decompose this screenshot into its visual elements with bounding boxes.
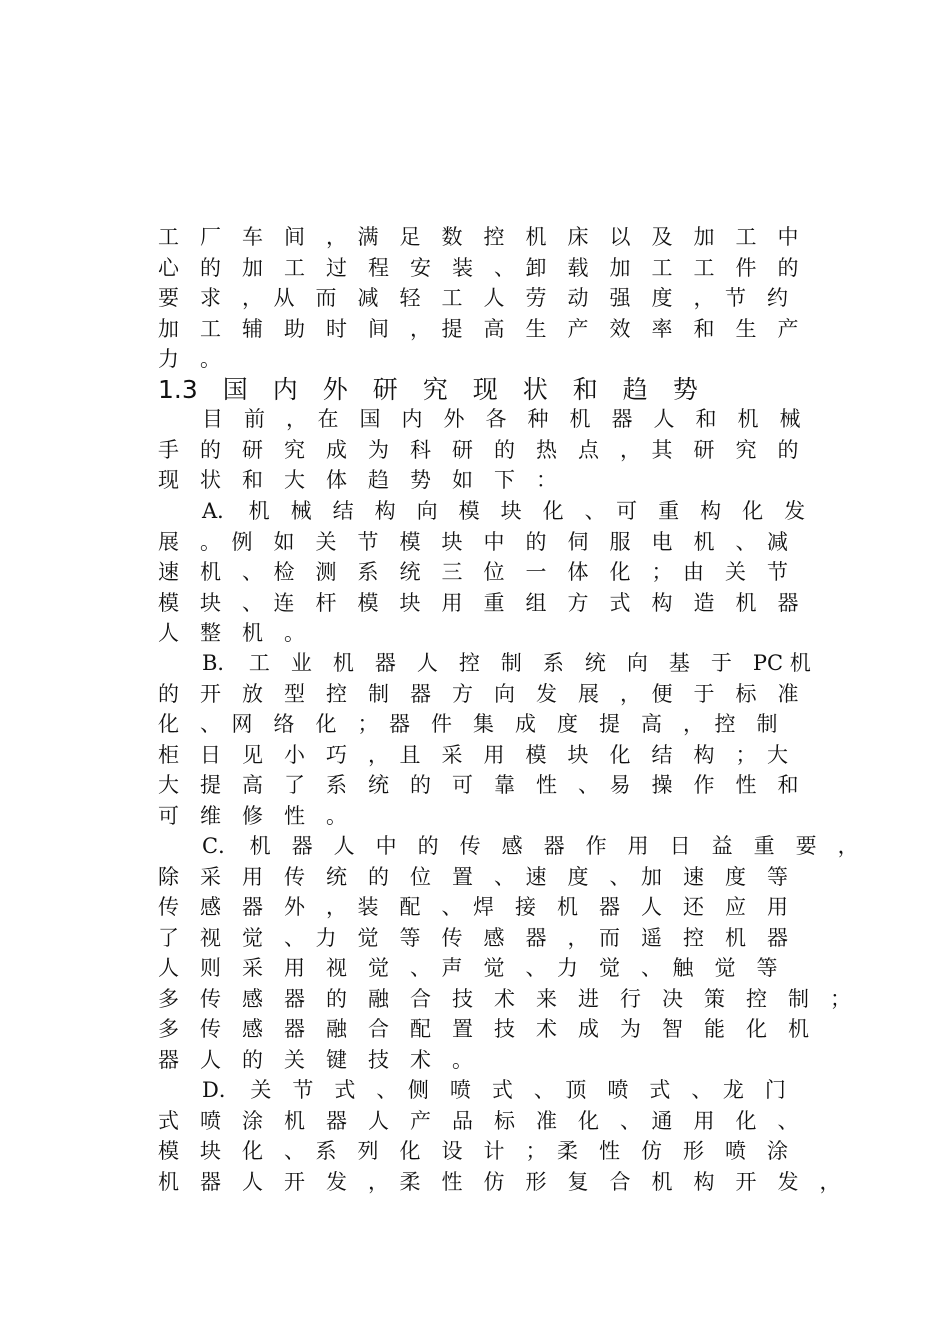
text-line: C． 机 器 人 中 的 传 感 器 作 用 日 益 重 要 ，	[202, 834, 859, 858]
section-title: 1.3 国 内 外 研 究 现 状 和 趋 势	[158, 375, 698, 404]
text-line: 心 的 加 工 过 程 安 装 、 卸 载 加 工 工 件 的	[158, 255, 799, 280]
text-line: 手 的 研 究 成 为 科 研 的 热 点 ， 其 研 究 的	[158, 437, 799, 462]
text-line: A． 机 械 结 构 向 模 块 化 、 可 重 构 化 发	[202, 499, 806, 523]
text-line: 力 。	[158, 347, 221, 371]
text-line: 目 前 ， 在 国 内 外 各 种 机 器 人 和 机 械	[202, 407, 801, 431]
item-a-paragraph	[158, 496, 858, 649]
overview-paragraph	[158, 404, 858, 496]
text-line: D． 关 节 式 、 侧 喷 式 、 顶 喷 式 、 龙 门	[202, 1078, 786, 1102]
text-line: 工 厂 车 间 ， 满 足 数 控 机 床 以 及 加 工 中	[158, 225, 799, 249]
text-line: 的 开 放 型 控 制 器 方 向 发 展 ， 便 于 标 准	[158, 681, 799, 706]
text-line: 化 、 网 络 化 ； 器 件 集 成 度 提 高 ， 控 制	[158, 712, 778, 736]
text-line: 人 整 机 。	[158, 621, 305, 645]
item-b-paragraph	[158, 648, 858, 831]
text-line: B． 工 业 机 器 人 控 制 系 统 向 基 于 PC 机	[202, 651, 811, 675]
section-heading	[158, 372, 858, 408]
text-line: 展 。 例 如 关 节 模 块 中 的 伺 服 电 机 、 减	[158, 529, 788, 554]
text-line: 除 采 用 传 统 的 位 置 、 速 度 、 加 速 度 等	[158, 864, 788, 889]
text-line: 柜 日 见 小 巧 ， 且 采 用 模 块 化 结 构 ； 大	[158, 742, 788, 767]
text-line: 加 工 辅 助 时 间 ， 提 高 生 产 效 率 和 生 产	[158, 316, 799, 341]
text-line: 了 视 觉 、 力 觉 等 传 感 器 ， 而 遥 控 机 器	[158, 925, 788, 950]
text-line: 多 传 感 器 的 融 合 技 术 来 进 行 决 策 控 制 ；	[158, 986, 851, 1011]
text-line: 要 求 ， 从 而 减 轻 工 人 劳 动 强 度 ， 节 约	[158, 286, 788, 310]
text-line: 可 维 修 性 。	[158, 803, 347, 828]
text-line: 模 块 、 连 杆 模 块 用 重 组 方 式 构 造 机 器	[158, 590, 799, 615]
text-line: 速 机 、 检 测 系 统 三 位 一 体 化 ； 由 关 节	[158, 560, 788, 584]
text-line: 现 状 和 大 体 趋 势 如 下 ：	[158, 468, 557, 492]
text-line: 大 提 高 了 系 统 的 可 靠 性 、 易 操 作 性 和	[158, 773, 799, 797]
item-c-paragraph	[158, 831, 858, 1075]
text-line: 机 器 人 开 发 ， 柔 性 仿 形 复 合 机 构 开 发 ，	[158, 1169, 841, 1194]
text-line: 人 则 采 用 视 觉 、 声 觉 、 力 觉 、 触 觉 等	[158, 956, 778, 980]
intro-paragraph	[158, 222, 858, 375]
text-line: 器 人 的 关 键 技 术 。	[158, 1047, 473, 1072]
item-d-paragraph	[158, 1075, 858, 1197]
text-line: 传 感 器 外 ， 装 配 、 焊 接 机 器 人 还 应 用	[158, 895, 788, 919]
text-line: 多 传 感 器 融 合 配 置 技 术 成 为 智 能 化 机	[158, 1017, 809, 1041]
text-line: 模 块 化 、 系 列 化 设 计 ； 柔 性 仿 形 喷 涂	[158, 1139, 788, 1163]
text-line: 式 喷 涂 机 器 人 产 品 标 准 化 、 通 用 化 、	[158, 1108, 799, 1133]
